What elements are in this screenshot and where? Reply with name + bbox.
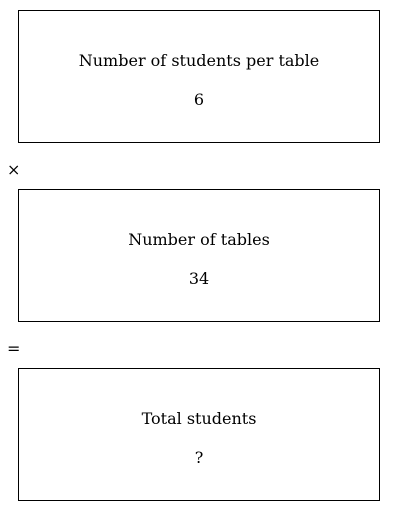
- multiply-operator: ×: [7, 160, 21, 179]
- students-per-table-value: 6: [193, 90, 205, 109]
- total-students-label: Total students: [141, 409, 257, 428]
- number-of-tables-box: [18, 189, 380, 322]
- students-per-table-label: Number of students per table: [78, 51, 320, 70]
- total-students-value: ?: [194, 448, 204, 467]
- total-students-box: [18, 368, 380, 501]
- equals-operator: =: [7, 339, 21, 358]
- number-of-tables-label: Number of tables: [128, 230, 270, 249]
- students-per-table-box: [18, 10, 380, 143]
- number-of-tables-value: 34: [188, 269, 210, 288]
